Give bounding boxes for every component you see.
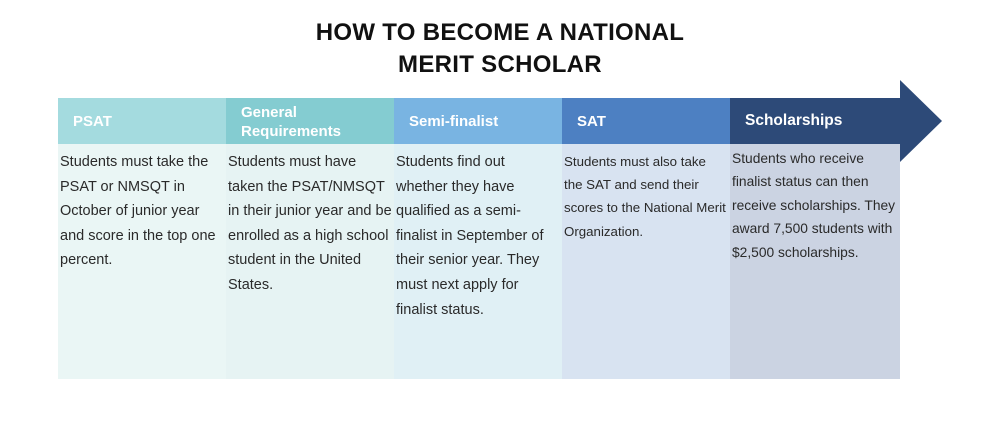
step-header <box>226 98 394 144</box>
step-body <box>730 144 900 379</box>
step-header-label: SAT <box>577 112 606 130</box>
step-header <box>562 98 730 144</box>
step-general-requirements <box>226 98 394 379</box>
step-description: Students must also take the SAT and send their scores to the National Merit Organization. <box>564 154 726 239</box>
step-scholarships <box>730 98 900 379</box>
step-psat <box>58 98 226 379</box>
step-description: Students must have taken the PSAT/NMSQT in their junior year and be enrolled as a high school student in the United States. <box>228 154 392 293</box>
step-header-label: Scholarships <box>745 112 843 129</box>
title-line-2: MERIT SCHOLAR <box>398 51 602 78</box>
title-line-1: HOW TO BECOME A NATIONAL <box>315 19 685 46</box>
step-sat <box>562 98 730 379</box>
step-semi-finalist <box>394 98 562 379</box>
step-body <box>226 144 394 379</box>
step-header-label-line-2: Requirements <box>241 123 342 140</box>
step-header-label-line-1: General <box>241 104 297 121</box>
step-header <box>58 98 226 144</box>
arrow-head-icon <box>900 80 942 162</box>
step-header-label: PSAT <box>73 112 112 130</box>
step-description: Students find out whether they have qualified as a semi-finalist in September of their senior year. They must next apply for finalist status. <box>396 154 544 318</box>
page-title <box>0 17 995 81</box>
step-body <box>562 144 730 379</box>
step-description: Students must take the PSAT or NMSQT in October of junior year and score in the top one percent. <box>60 154 216 269</box>
step-header-label: Semi-finalist <box>409 112 499 130</box>
step-header <box>394 98 562 144</box>
step-body <box>394 144 562 379</box>
step-header <box>730 98 900 144</box>
step-description: Students who receive finalist status can then receive scholarships. They award 7,500 students with $2,500 scholarships. <box>732 151 896 260</box>
step-body <box>58 144 226 379</box>
